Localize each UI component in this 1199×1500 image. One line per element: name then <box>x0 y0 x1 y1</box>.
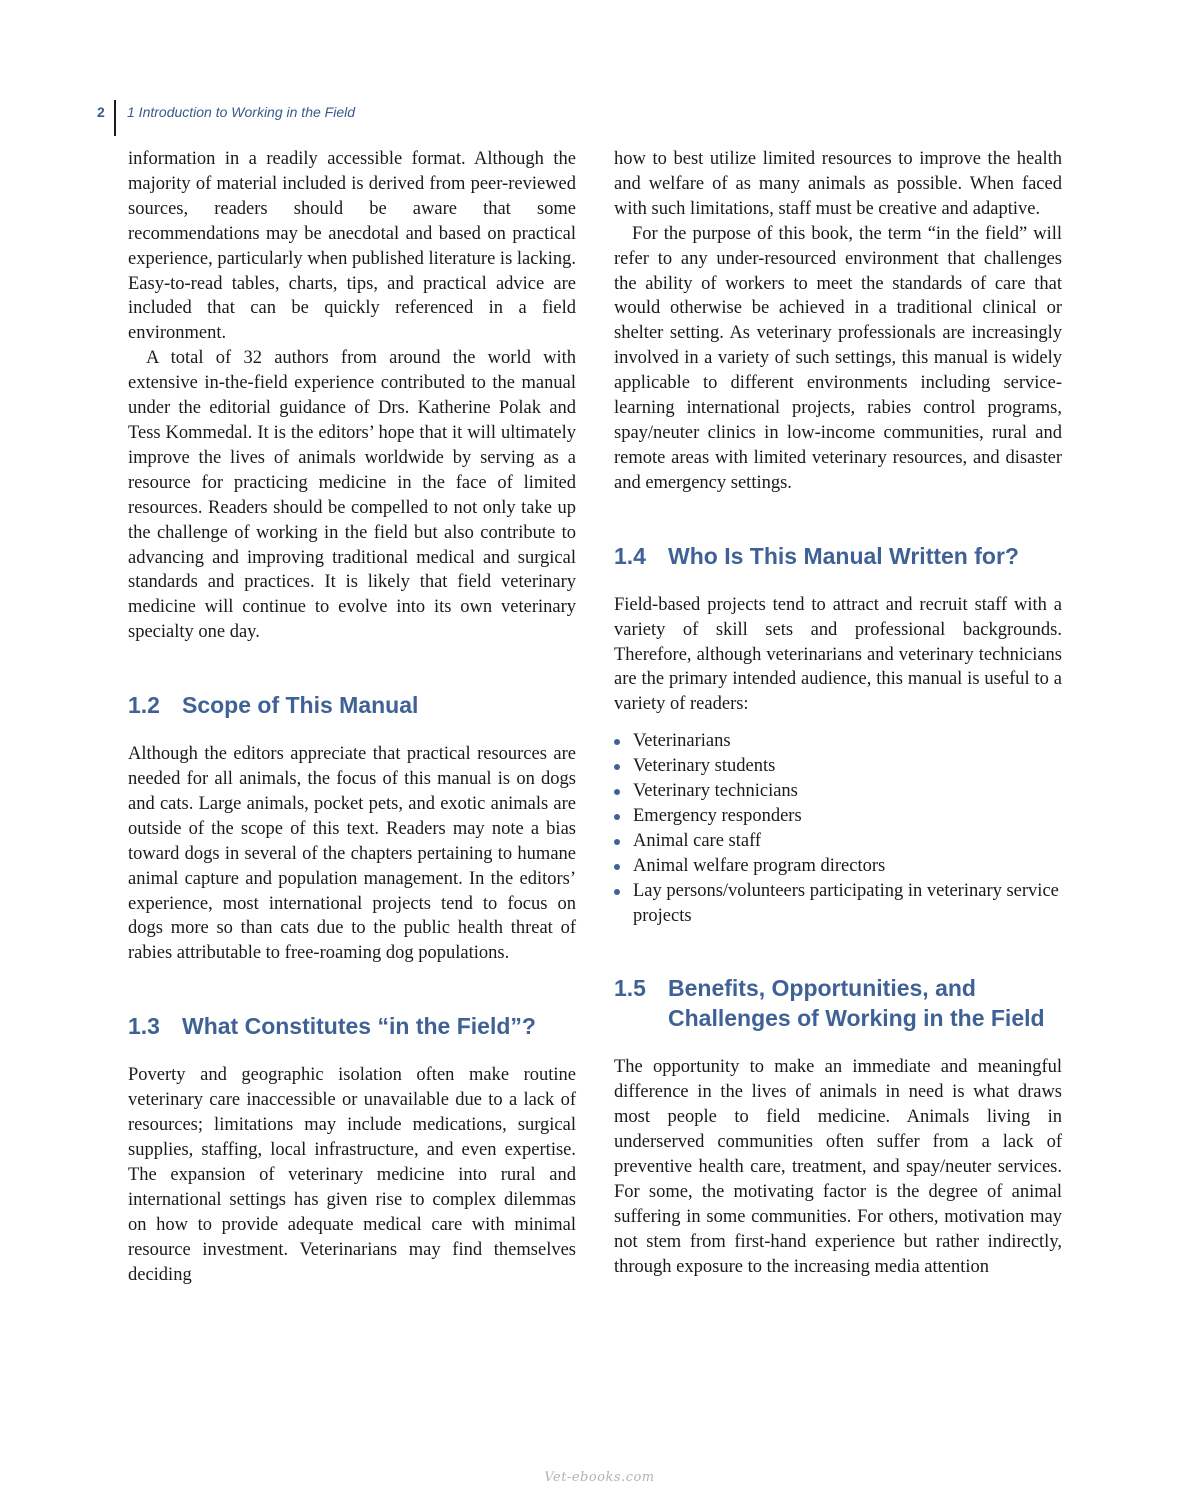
section-number: 1.3 <box>128 1013 160 1040</box>
section-title: Benefits, Opportunities, and Challenges of Working in the Field <box>668 975 1045 1032</box>
list-item: Animal care staff <box>614 829 1062 854</box>
section-heading-1-3 <box>128 1011 576 1041</box>
section-number: 1.2 <box>128 692 160 719</box>
list-item: Veterinarians <box>614 729 1062 754</box>
right-paragraph-1: how to best utilize limited resources to improve the health and welfare of as many animals as possible. When faced with such limitations, staff must be creative and adaptive. <box>614 149 1062 219</box>
section-1-4-body: Field-based projects tend to attract and recruit staff with a variety of skill sets and professional backgrounds. Therefore, although veterinarians and veterinary technicians are the primary intended audience, this manual is useful to a variety of readers: <box>614 594 1062 715</box>
left-column <box>128 147 576 1287</box>
list-item: Veterinary students <box>614 754 1062 779</box>
list-item: Lay persons/volunteers participating in veterinary service projects <box>614 879 1062 929</box>
section-1-3-body: Poverty and geographic isolation often make routine veterinary care inaccessible or unavailable due to a lack of resources; limitations may include medications, surgical supplies, staffing, local infrastructure, and even expertise. The expansion of veterinary medicine into rural and international settings has given rise to complex dilemmas on how to provide adequate medical care with minimal resource investment. Veterinarians may find themselves deciding <box>128 1065 576 1285</box>
bullet-icon <box>614 889 620 895</box>
header-rule <box>114 100 116 136</box>
section-heading-1-5 <box>614 973 1062 1033</box>
page-number: 2 <box>97 104 105 120</box>
bullet-icon <box>614 789 620 795</box>
chapter-title: 1 Introduction to Working in the Field <box>127 104 356 120</box>
section-title: Who Is This Manual Written for? <box>668 542 1019 569</box>
section-title: Scope of This Manual <box>182 692 419 719</box>
left-paragraph-1: information in a readily accessible format. Although the majority of material included is derived from peer-reviewed sources, readers should be aware that some recommendations may be anecdotal and based on practical experience, particularly when published literature is lacking. Easy-to-read tables, charts, tips, and practical advice are included that can be quickly referenced in a field environment. <box>128 149 576 344</box>
bullet-icon <box>614 839 620 845</box>
bullet-icon <box>614 764 620 770</box>
section-number: 1.5 <box>614 975 646 1002</box>
section-1-2-body: Although the editors appreciate that practical resources are needed for all animals, the focus of this manual is on dogs and cats. Large animals, pocket pets, and exotic animals are outside of the scope of this text. Readers may note a bias toward dogs in several of the chapters pertaining to humane animal capture and population management. In the editors’ experience, most international projects tend to focus on dogs more so than cats due to the public health threat of rabies attributable to free-roaming dog populations. <box>128 744 576 964</box>
list-item: Veterinary technicians <box>614 779 1062 804</box>
list-item: Emergency responders <box>614 804 1062 829</box>
footer-watermark: Vet-ebooks.com <box>544 1470 655 1485</box>
section-heading-1-2 <box>128 690 576 720</box>
bullet-icon <box>614 814 620 820</box>
readers-list <box>614 729 1062 928</box>
section-heading-1-4 <box>614 541 1062 571</box>
right-column <box>614 147 1062 1280</box>
list-item: Animal welfare program directors <box>614 854 1062 879</box>
section-title: What Constitutes “in the Field”? <box>182 1013 536 1040</box>
right-paragraph-2: For the purpose of this book, the term “in the field” will refer to any under-resourced environment that challenges the ability of workers to meet the standards of care that would otherwise be achieved in a traditional clinical or shelter setting. As veterinary professionals are increasingly involved in a variety of such settings, this manual is widely applicable to different environments including service-learning international projects, rabies control programs, spay/neuter clinics in low-income communities, rural and remote areas with limited veterinary resources, and disaster and emergency settings. <box>614 223 1062 493</box>
bullet-icon <box>614 864 620 870</box>
section-number: 1.4 <box>614 542 646 569</box>
section-1-5-body: The opportunity to make an immediate and meaningful difference in the lives of animals in need is what draws most people to field medicine. Animals living in underserved communities often suffer from a lack of preventive health care, treatment, and spay/neuter services. For some, the motivating factor is the degree of animal suffering in some communities. For others, motivation may not stem from first-hand experience but rather indirectly, through exposure to the increasing media attention <box>614 1057 1062 1277</box>
left-paragraph-2: A total of 32 authors from around the world with extensive in-the-field experience contributed to the manual under the editorial guidance of Drs. Katherine Polak and Tess Kommedal. It is the editors’ hope that it will ultimately improve the lives of animals worldwide by serving as a resource for practicing medicine in the face of limited resources. Readers should be compelled to not only take up the challenge of working in the field but also contribute to advancing and improving traditional medical and surgical standards and practices. It is likely that field veterinary medicine will continue to evolve into its own veterinary specialty one day. <box>128 348 576 643</box>
bullet-icon <box>614 739 620 745</box>
